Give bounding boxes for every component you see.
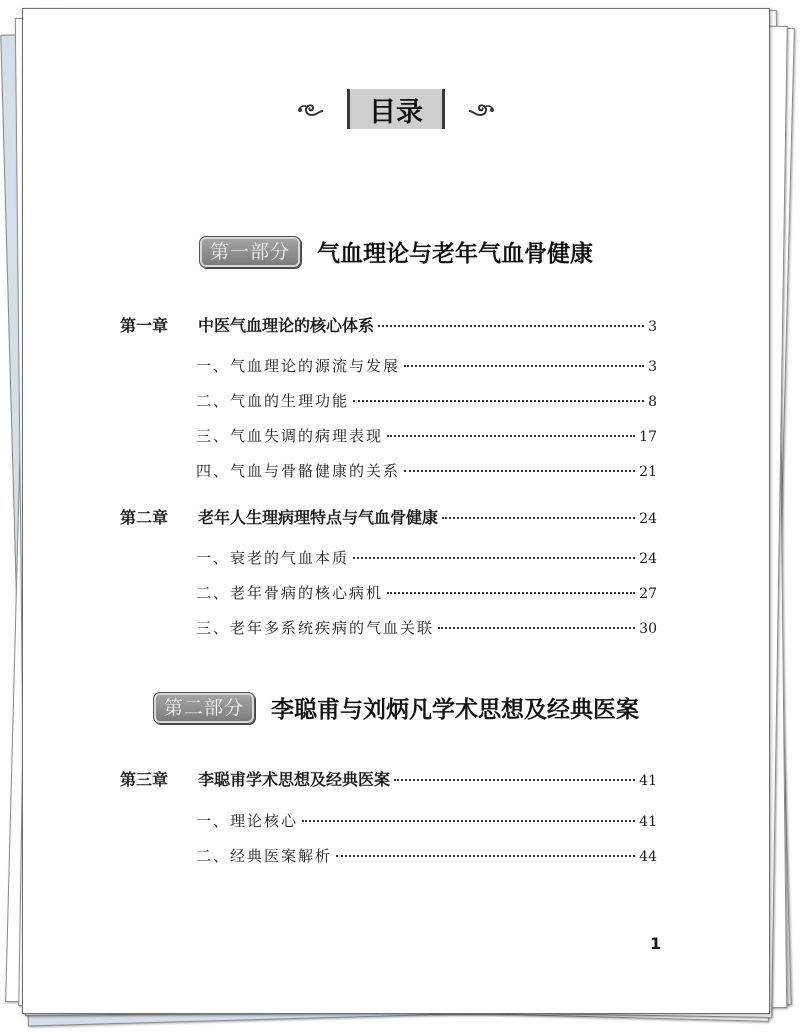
toc-chapter-entry[interactable] — [120, 505, 657, 528]
page-ref: 3 — [648, 319, 657, 335]
dot-leader — [387, 435, 635, 437]
dot-leader — [302, 820, 635, 822]
dot-leader — [387, 592, 635, 594]
page-ref: 27 — [639, 586, 657, 602]
dot-leader — [353, 400, 644, 402]
section-title: 二、经典医案解析 — [196, 847, 333, 865]
dot-leader — [404, 365, 644, 367]
toc-section-entry[interactable] — [196, 810, 657, 831]
cloud-swirl-icon — [467, 99, 497, 119]
section-title: 三、气血失调的病理表现 — [196, 427, 384, 445]
section-title: 一、衰老的气血本质 — [196, 549, 350, 567]
dot-leader — [442, 517, 635, 519]
toc-section-entry[interactable] — [196, 355, 657, 376]
page-ref: 44 — [639, 849, 657, 865]
part-title: 气血理论与老年气血骨健康 — [317, 241, 593, 267]
toc-section-entry[interactable] — [196, 617, 657, 638]
section-title: 二、气血的生理功能 — [196, 392, 350, 410]
toc-section-entry[interactable] — [196, 582, 657, 603]
chapter-number: 第二章 — [120, 508, 169, 527]
page-ref: 8 — [648, 394, 657, 410]
toc-section-entry[interactable] — [196, 845, 657, 866]
chapter-title: 老年人生理病理特点与气血骨健康 — [198, 508, 439, 527]
page-ref: 17 — [639, 429, 657, 445]
section-title: 一、气血理论的源流与发展 — [196, 357, 401, 375]
chapter-number: 第一章 — [120, 316, 169, 335]
section-title: 一、理论核心 — [196, 812, 299, 830]
dot-leader — [353, 557, 635, 559]
part-badge: 第二部分 — [153, 692, 255, 724]
cloud-swirl-icon — [295, 99, 325, 119]
toc-title: 目录 — [347, 89, 445, 129]
toc-page — [22, 8, 770, 1014]
page-ref: 30 — [639, 621, 657, 637]
part-heading — [23, 235, 769, 268]
page-ref: 3 — [648, 359, 657, 375]
chapter-title: 中医气血理论的核心体系 — [198, 316, 375, 335]
chapter-title: 李聪甫学术思想及经典医案 — [198, 770, 391, 789]
section-title: 三、老年多系统疾病的气血关联 — [196, 619, 435, 637]
dot-leader — [378, 325, 644, 327]
page-ref: 24 — [639, 551, 657, 567]
dot-leader — [336, 855, 635, 857]
page-number: 1 — [650, 934, 662, 953]
toc-section-entry[interactable] — [196, 390, 657, 411]
page-ref: 21 — [639, 464, 657, 480]
dot-leader — [394, 779, 635, 781]
part-heading — [23, 691, 769, 724]
part-badge: 第一部分 — [199, 236, 301, 268]
toc-header — [23, 89, 769, 129]
section-title: 四、气血与骨骼健康的关系 — [196, 462, 401, 480]
page-ref: 24 — [639, 511, 657, 527]
part-title: 李聪甫与刘炳凡学术思想及经典医案 — [271, 697, 639, 723]
dot-leader — [404, 470, 635, 472]
page-ref: 41 — [639, 773, 657, 789]
toc-section-entry[interactable] — [196, 425, 657, 446]
toc-section-entry[interactable] — [196, 547, 657, 568]
toc-chapter-entry[interactable] — [120, 767, 657, 790]
chapter-number: 第三章 — [120, 770, 169, 789]
dot-leader — [438, 627, 635, 629]
section-title: 二、老年骨病的核心病机 — [196, 584, 384, 602]
page-ref: 41 — [639, 814, 657, 830]
toc-chapter-entry[interactable] — [120, 313, 657, 336]
toc-section-entry[interactable] — [196, 460, 657, 481]
